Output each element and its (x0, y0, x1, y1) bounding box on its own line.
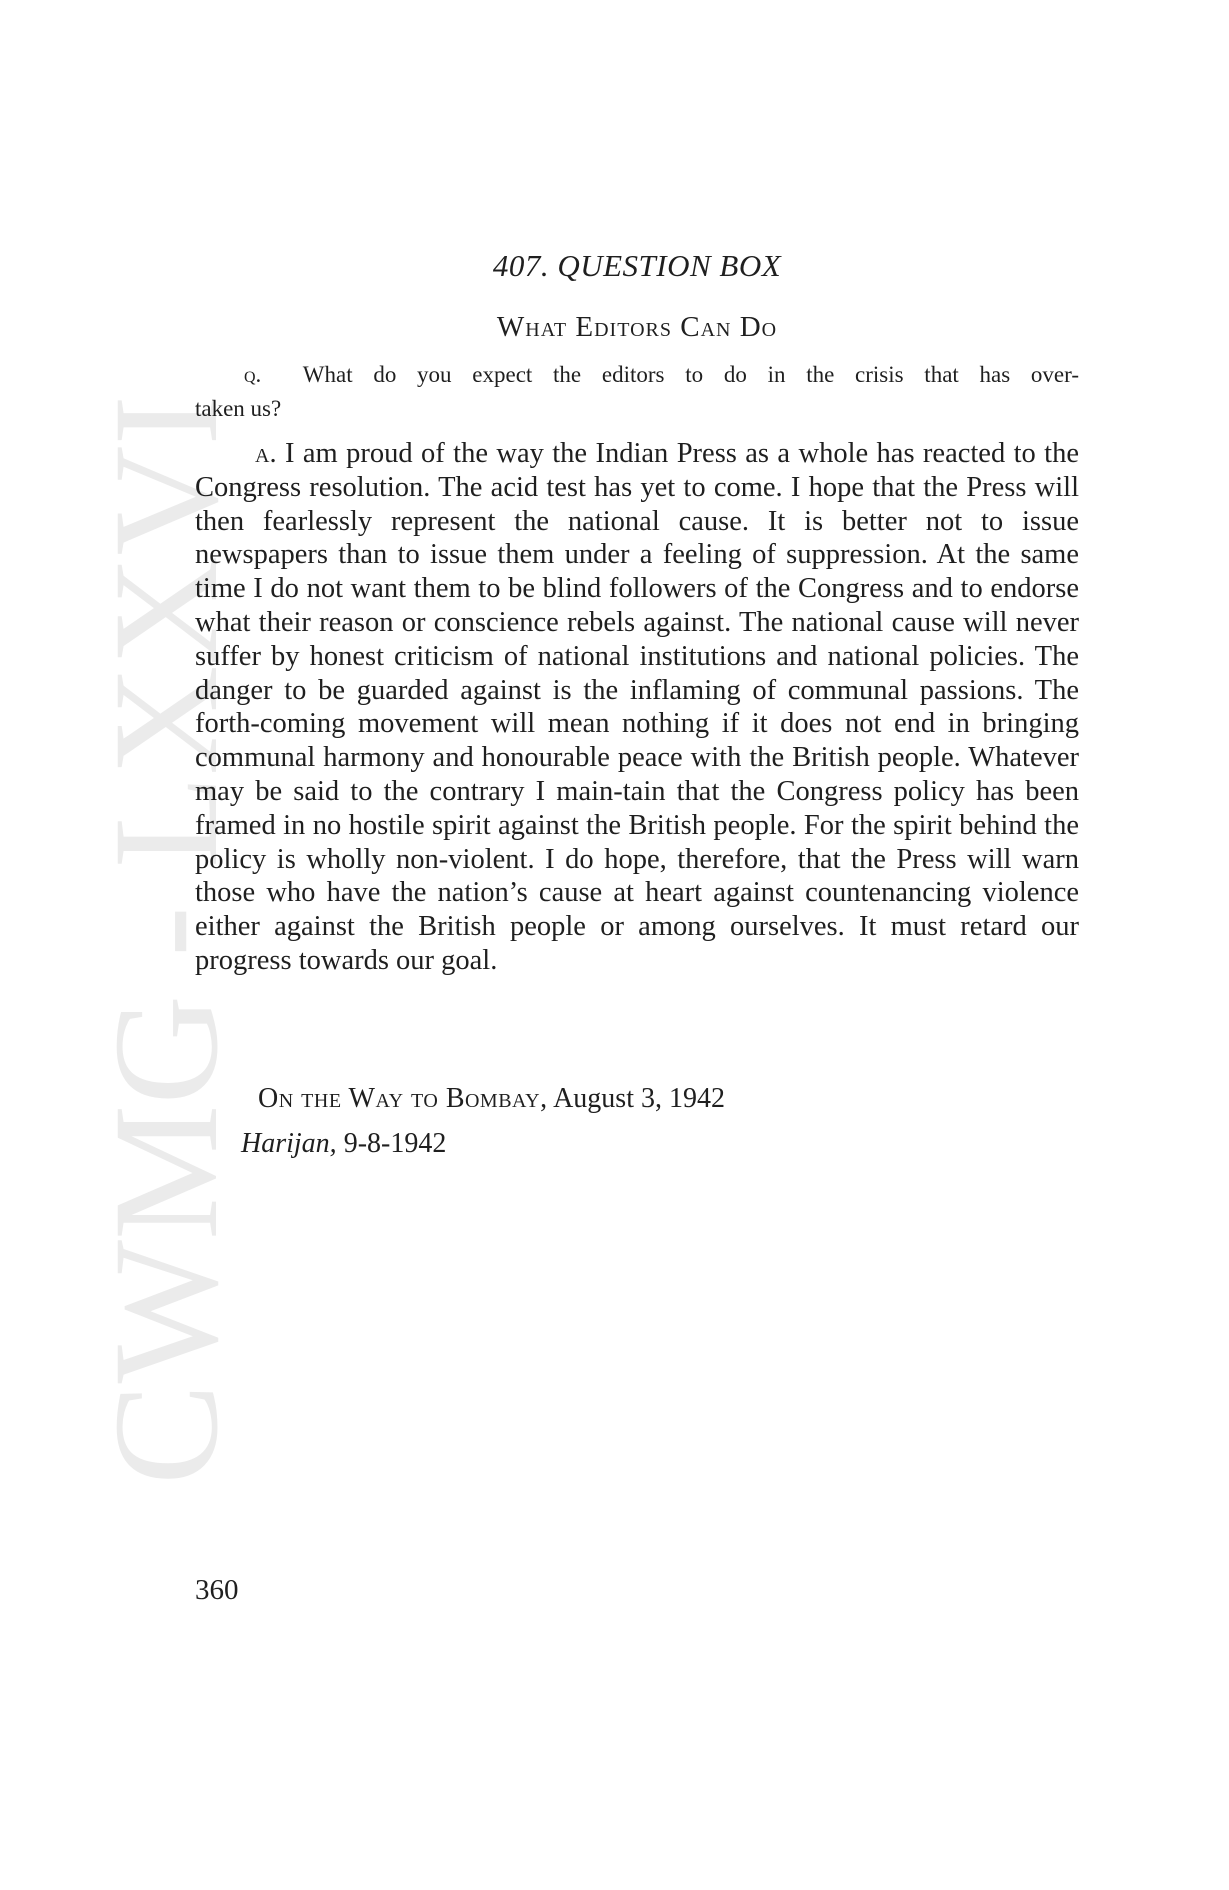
question-label: q. (244, 362, 262, 387)
dateline-place: On the Way to Bombay, (258, 1083, 548, 1114)
answer-label: a. (255, 438, 277, 469)
question-line-1 (195, 358, 1079, 392)
dateline (258, 1083, 725, 1115)
page-number: 360 (195, 1574, 239, 1606)
source-publication: Harijan, (241, 1128, 337, 1159)
dateline-date: August 3, 1942 (553, 1083, 725, 1114)
answer-paragraph (195, 437, 1079, 978)
question-text-1: What do you expect the editors to do in the crisis that has over- (302, 362, 1079, 387)
source-citation (241, 1128, 446, 1160)
question-paragraph (195, 358, 1079, 426)
article-subheading: What Editors Can Do (496, 311, 778, 343)
article-heading: 407. QUESTION BOX (492, 248, 782, 283)
watermark-text: CWMG - LXXVI (83, 410, 249, 1485)
question-text-2: taken us? (195, 396, 282, 421)
answer-text: I am proud of the way the Indian Press as a whole has reacted to the Congress resolution. The acid test has yet to come. I hope that the Press will then fearlessly represent the national cause. It is better not to issue newspapers than to issue them under a feeling of suppression. At the same time I do not want them to be blind followers of the Congress and to endorse what their reason or conscience rebels against. The national cause will never suffer by honest criticism of national institutions and national policies. The danger to be guarded against is the inflaming of communal passions. The forth-coming movement will mean nothing if it does not end in bringing communal harmony and honourable peace with the British people. Whatever may be said to the contrary I main-tain that the Congress policy has been framed in no hostile spirit against the British people. For the spirit behind the policy is wholly non-violent. I do hope, therefore, that the Press will warn those who have the nation’s cause at heart against countenancing violence either against the British people or among ourselves. It must retard our progress towards our goal. (195, 438, 1079, 976)
source-date: 9-8-1942 (343, 1128, 447, 1159)
